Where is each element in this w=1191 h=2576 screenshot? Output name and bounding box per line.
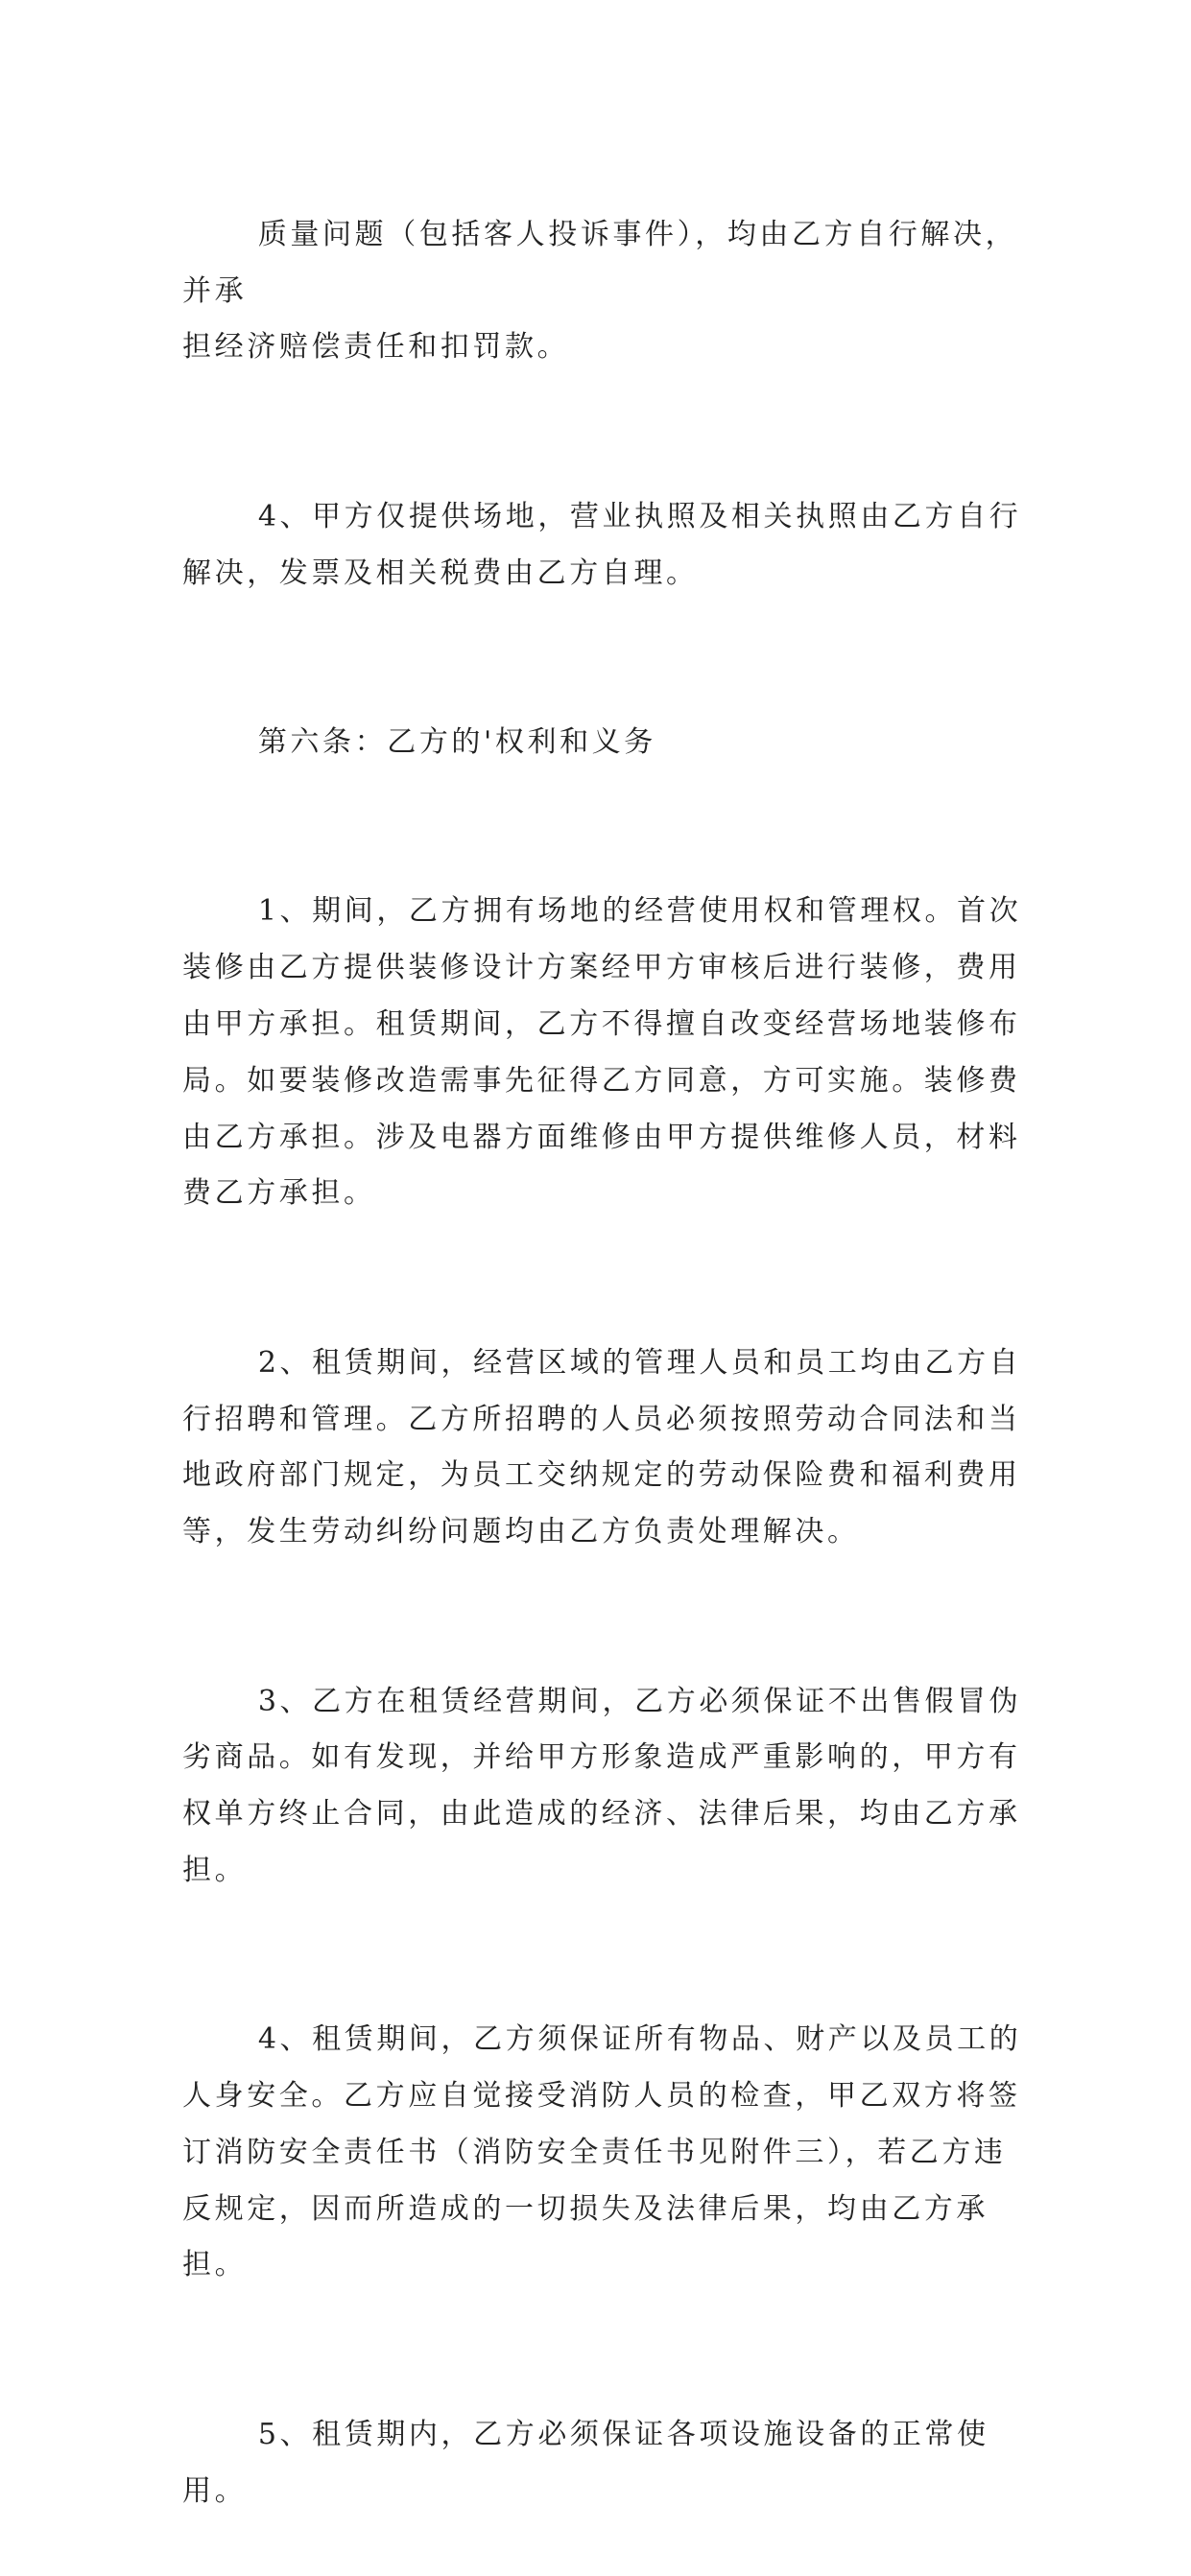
line: 担经济赔偿责任和扣罚款。 bbox=[182, 330, 570, 365]
line: 担。 bbox=[182, 1853, 248, 1887]
line: 由乙方承担。涉及电器方面维修由甲方提供维修人员，材料 bbox=[182, 1120, 1021, 1154]
line: 劣商品。如有发现，并给甲方形象造成严重影响的，甲方有 bbox=[182, 1740, 1021, 1775]
paragraph-clause-3-goods bbox=[182, 1618, 1027, 1956]
line: 费乙方承担。 bbox=[182, 1176, 376, 1211]
line: 局。如要装修改造需事先征得乙方同意，方可实施。装修费 bbox=[182, 1063, 1021, 1098]
line: 1、期间，乙方拥有场地的经营使用权和管理权。首次 bbox=[257, 894, 1022, 929]
line: 反规定，因而所造成的一切损失及法律后果，均由乙方承担。 bbox=[182, 2191, 989, 2282]
line: 4、甲方仅提供场地，营业执照及相关执照由乙方自行 bbox=[257, 499, 1022, 533]
line: 行招聘和管理。乙方所招聘的人员必须按照劳动合同法和当 bbox=[182, 1402, 1021, 1436]
line: 解决，发票及相关税费由乙方自理。 bbox=[182, 555, 699, 590]
line: 权单方终止合同，由此造成的经济、法律后果，均由乙方承 bbox=[182, 1797, 1021, 1832]
line: 第六条：乙方的'权利和义务 bbox=[257, 724, 656, 759]
line: 由甲方承担。租赁期间，乙方不得擅自改变经营场地装修布 bbox=[182, 1006, 1021, 1041]
line: 4、租赁期间，乙方须保证所有物品、财产以及员工的 bbox=[257, 2022, 1022, 2057]
paragraph-quality-issues bbox=[182, 151, 1027, 433]
paragraph-clause-4-safety bbox=[182, 1956, 1027, 2351]
document-body bbox=[182, 151, 1027, 2576]
line: 2、租赁期间，经营区域的管理人员和员工均由乙方自 bbox=[257, 1345, 1022, 1380]
paragraph-clause-5-facilities bbox=[182, 2351, 1027, 2576]
line: 等，发生劳动纠纷问题均由乙方负责处理解决。 bbox=[182, 1515, 860, 1549]
line: 订消防安全责任书（消防安全责任书见附件三），若乙方违 bbox=[182, 2135, 1007, 2169]
line: 装修由乙方提供装修设计方案经甲方审核后进行装修，费用 bbox=[182, 951, 1021, 985]
paragraph-clause-1-rights bbox=[182, 828, 1027, 1279]
paragraph-clause-4-venue bbox=[182, 433, 1027, 658]
line: 人身安全。乙方应自觉接受消防人员的检查，甲乙双方将签 bbox=[182, 2079, 1021, 2114]
section-heading-article-6 bbox=[182, 658, 1027, 827]
line: 地政府部门规定，为员工交纳规定的劳动保险费和福利费用 bbox=[182, 1458, 1021, 1493]
line: 质量问题（包括客人投诉事件），均由乙方自行解决，并承 bbox=[182, 217, 1018, 308]
paragraph-clause-2-staff bbox=[182, 1279, 1027, 1618]
line: 5、租赁期内，乙方必须保证各项设施设备的正常使用。 bbox=[182, 2417, 989, 2508]
line: 3、乙方在租赁经营期间，乙方必须保证不出售假冒伪 bbox=[257, 1684, 1022, 1718]
